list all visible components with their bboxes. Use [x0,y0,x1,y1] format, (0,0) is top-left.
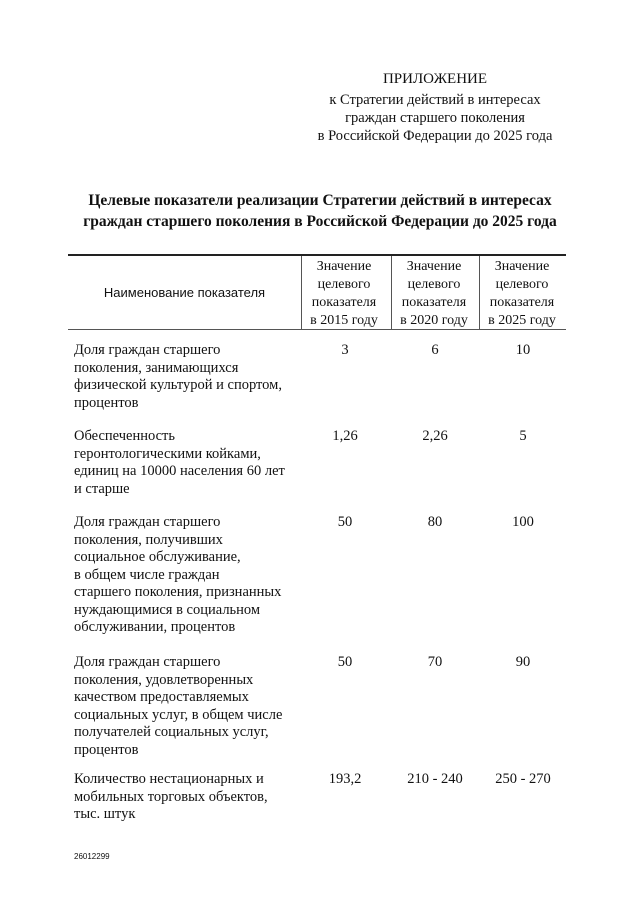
indicator-name [74,514,296,637]
indicator-name-line: мобильных торговых объектов, [74,788,268,805]
indicator-name-line: поколения, получивших [74,531,223,548]
indicator-name-line: обслуживании, процентов [74,619,236,635]
value-2015: 1,26 [332,428,358,444]
indicator-name-line: единиц на 10000 населения 60 лет [74,463,285,479]
header-line: Значение [406,259,462,274]
indicator-name-line: Количество нестационарных и [74,771,264,787]
indicator-name-line: процентов [74,394,139,411]
value-2015: 3 [341,342,349,358]
header-line: в 2020 году [400,313,468,328]
document-title-line: Целевые показатели реализации Стратегии действий в интересах [88,192,552,209]
indicator-name-line: нуждающимися в социальном [74,601,261,618]
header-line: в 2025 году [488,313,556,328]
value-2025: 100 [512,514,534,530]
indicator-name-line: получателей социальных услуг, [74,724,269,740]
indicator-name [74,654,296,759]
indicator-name-line: геронтологическими койками, [74,445,261,462]
column-header-2020 [391,256,476,329]
header-line: целевого [317,277,371,292]
header-line: показателя [311,295,377,310]
indicator-name-line: старшего поколения, признанных [74,584,282,600]
value-2025: 10 [515,342,531,358]
column-header-2025 [479,256,564,329]
column-header-name: Наименование показателя [103,285,266,300]
indicator-name-line: тыс. штук [74,806,136,822]
indicator-name-line: физической культурой и спортом, [74,377,282,393]
header-line: Значение [316,259,372,274]
indicator-name-line: Доля граждан старшего [74,654,221,670]
indicator-name-line: Обеспеченность [74,428,175,444]
value-2025: 250 - 270 [495,771,551,787]
indicator-name-line: в общем числе граждан [74,566,220,583]
header-line: показателя [489,295,555,310]
indicator-name [74,342,296,412]
indicators-table [68,254,566,822]
indicator-name-line: социальное обслуживание, [74,549,241,565]
header-line: целевого [407,277,461,292]
appendix-line: в Российской Федерации до 2025 года [317,128,553,144]
appendix-line: к Стратегии действий в интересах [329,92,541,108]
header-line: целевого [495,277,549,292]
appendix-note [300,70,570,145]
indicator-name-line: Доля граждан старшего [74,514,221,530]
header-line: показателя [401,295,467,310]
value-2020: 6 [431,342,439,358]
indicator-name-line: поколения, удовлетворенных [74,671,254,688]
value-2025: 90 [515,654,531,670]
indicator-name-line: качеством предоставляемых [74,689,249,705]
column-header-2015 [301,256,386,329]
indicator-name-line: поколения, занимающихся [74,359,239,376]
value-2020: 2,26 [422,428,448,444]
value-2025: 5 [519,428,527,444]
table-header [68,254,566,330]
indicator-name-line: социальных услуг, в общем числе [74,706,283,723]
indicator-name [74,771,296,824]
value-2015: 50 [337,654,353,670]
header-line: в 2015 году [310,313,378,328]
indicator-name-line: и старше [74,480,130,497]
header-line: Значение [494,259,550,274]
document-title-line: граждан старшего поколения в Российской Федерации до 2025 года [83,213,557,230]
indicator-name-line: Доля граждан старшего [74,342,221,358]
document-number: 26012299 [74,852,110,861]
value-2020: 80 [427,514,443,530]
indicator-name [74,428,296,498]
value-2020: 210 - 240 [407,771,463,787]
value-2020: 70 [427,654,443,670]
appendix-heading: ПРИЛОЖЕНИЕ [382,71,488,87]
value-2015: 193,2 [328,771,362,787]
appendix-line: граждан старшего поколения [345,110,525,126]
document-title [60,190,580,232]
value-2015: 50 [337,514,353,530]
indicator-name-line: процентов [74,741,139,758]
